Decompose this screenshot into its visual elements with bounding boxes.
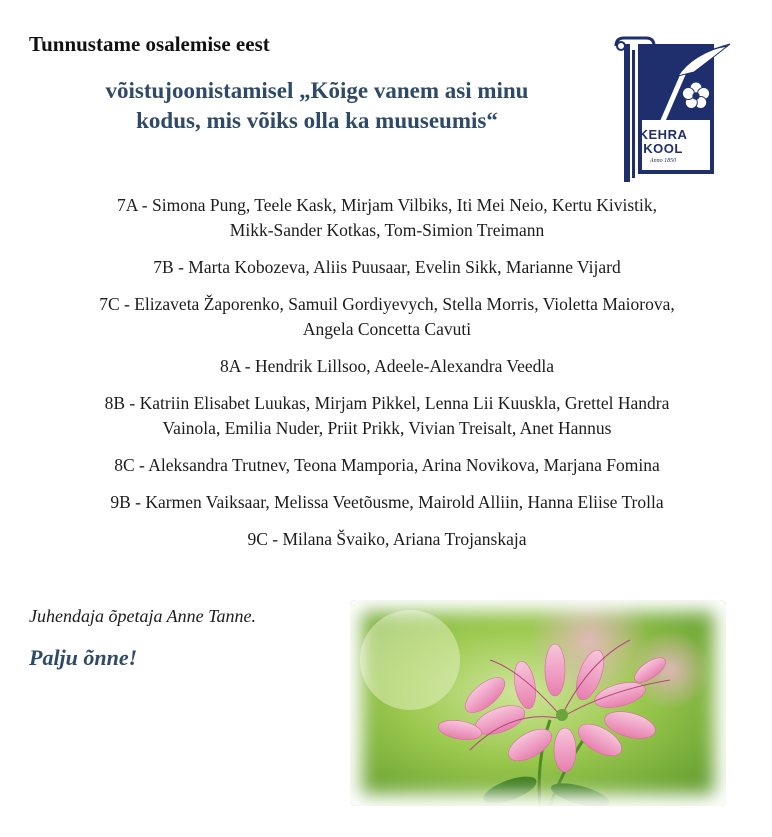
- class-row: [22, 193, 752, 243]
- class-row-line: 7B - Marta Kobozeva, Aliis Puusaar, Evelin Sikk, Marianne Vijard: [153, 257, 621, 277]
- class-row-line: 9C - Milana Švaiko, Ariana Trojanskaja: [247, 529, 527, 549]
- class-row-line: 7A - Simona Pung, Teele Kask, Mirjam Vilbiks, Iti Mei Neio, Kertu Kivistik,: [116, 195, 658, 215]
- subtitle-line: kodus, mis võiks olla ka muuseumis“: [136, 108, 498, 133]
- competition-subtitle: [20, 76, 614, 136]
- flower-photo: [350, 600, 726, 806]
- logo-est: Anno 1850: [649, 158, 677, 164]
- logo-text: KEHRA: [638, 127, 688, 142]
- class-row: [22, 527, 752, 552]
- logo-text: KOOL: [643, 141, 683, 156]
- congratulations: Palju õnne!: [29, 645, 138, 670]
- class-row-line: Vainola, Emilia Nuder, Priit Prikk, Vivian Treisalt, Anet Hannus: [162, 418, 612, 438]
- supervisor-note: Juhendaja õpetaja Anne Tanne.: [29, 606, 256, 626]
- class-row: [22, 490, 752, 515]
- class-row-line: 8B - Katriin Elisabet Luukas, Mirjam Pikkel, Lenna Lii Kuuskla, Grettel Handra: [104, 393, 670, 413]
- subtitle-line: võistujoonistamisel „Kõige vanem asi minu: [105, 78, 529, 103]
- class-row-line: 8C - Aleksandra Trutnev, Teona Mamporia, Arina Novikova, Marjana Fomina: [114, 455, 660, 475]
- class-row-line: 9B - Karmen Vaiksaar, Melissa Veetõusme, Mairold Alliin, Hanna Eliise Trolla: [110, 492, 664, 512]
- participant-list: [22, 193, 752, 564]
- class-row-line: Angela Concetta Cavuti: [302, 319, 472, 339]
- page-title: Tunnustame osalemise eest: [29, 32, 270, 56]
- class-row: [22, 255, 752, 280]
- pink-flower-icon: [350, 600, 726, 806]
- class-row-line: 8A - Hendrik Lillsoo, Adeele-Alexandra Veedla: [219, 356, 555, 376]
- class-row: [22, 292, 752, 342]
- class-row: [22, 453, 752, 478]
- class-row-line: Mikk-Sander Kotkas, Tom-Simion Treimann: [229, 220, 545, 240]
- class-row: [22, 354, 752, 379]
- class-row-line: 7C - Elizaveta Žaporenko, Samuil Gordiyevych, Stella Morris, Violetta Maiorova,: [99, 294, 675, 314]
- class-row: [22, 391, 752, 441]
